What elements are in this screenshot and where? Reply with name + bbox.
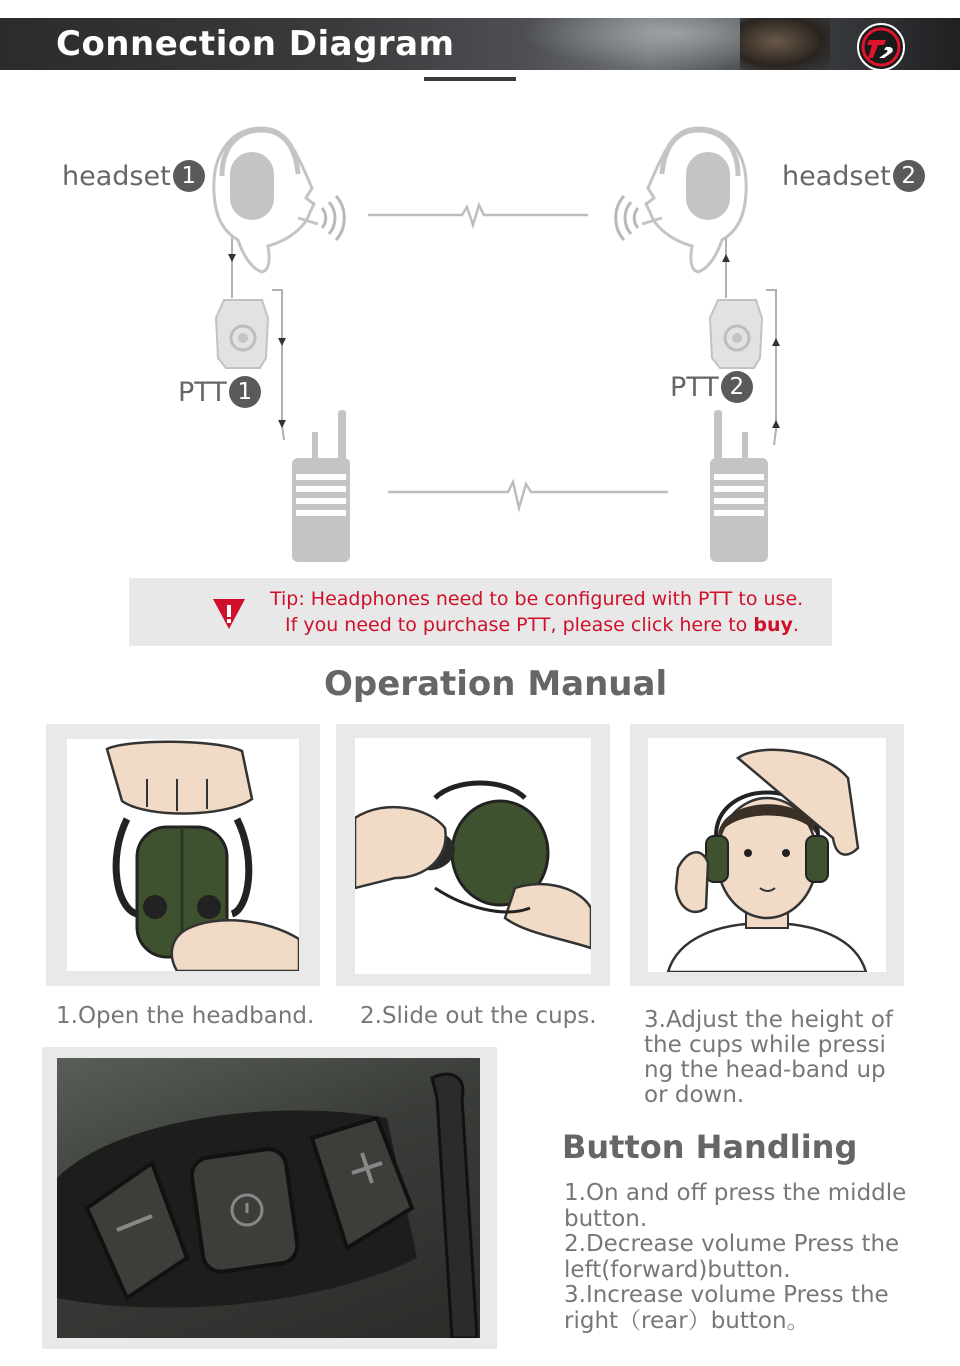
button-closeup-photo xyxy=(42,1047,497,1349)
tip-text-line1: Tip: Headphones need to be configured with PTT to use. xyxy=(270,588,804,610)
tip-text-line2: If you need to purchase PTT, please click here to buy. xyxy=(285,614,799,636)
button-handling-title: Button Handling xyxy=(562,1128,858,1166)
step1-caption: 1.Open the headband. xyxy=(56,1003,315,1029)
step2-illustration xyxy=(355,738,591,974)
earmuff-buttons-illustration xyxy=(57,1058,480,1338)
buy-link[interactable]: buy xyxy=(753,614,793,636)
headset2-label: headset 2 xyxy=(782,160,925,192)
connection-diagram xyxy=(0,100,960,570)
ptt2-label: PTT 2 xyxy=(670,371,753,403)
operation-manual-title: Operation Manual xyxy=(324,664,668,704)
step2-card xyxy=(336,724,610,986)
page-title: Connection Diagram xyxy=(56,24,455,64)
open-headband-illustration xyxy=(67,739,299,971)
header-banner xyxy=(0,18,960,70)
radio2-icon xyxy=(710,410,768,562)
step3-illustration xyxy=(648,738,886,972)
button-handling-line2: 2.Decrease volume Press the left(forward)button. xyxy=(564,1231,900,1283)
button-handling-line3: 3.Increase volume Press the right（rear）button。 xyxy=(564,1282,889,1334)
button-handling-list xyxy=(564,1181,924,1334)
brand-logo-icon xyxy=(856,22,906,72)
ptt1-label: PTT 1 xyxy=(178,376,261,408)
warning-icon xyxy=(211,596,247,632)
step2-caption: 2.Slide out the cups. xyxy=(360,1003,597,1029)
headset1-ear-cup xyxy=(230,152,274,220)
headset2-ear-cup xyxy=(686,152,730,220)
step1-illustration xyxy=(67,739,299,971)
slide-out-cups-illustration xyxy=(355,738,591,974)
headset2-number-badge: 2 xyxy=(893,160,925,192)
title-underline xyxy=(424,77,516,81)
tip-box xyxy=(129,578,832,646)
headset1-number-badge: 1 xyxy=(173,160,205,192)
step3-caption: 3.Adjust the height of the cups while pressi ng the head-band up or down. xyxy=(644,1007,894,1108)
ptt1-number-badge: 1 xyxy=(229,376,261,408)
headset2-sound-waves-icon xyxy=(616,196,638,240)
radio-signal-line xyxy=(388,482,668,508)
ptt2-number-badge: 2 xyxy=(721,371,753,403)
step1-card xyxy=(46,724,320,986)
ptt2-device-icon xyxy=(710,300,762,368)
banner-soldier-image xyxy=(740,18,830,70)
headset1-sound-waves-icon xyxy=(322,196,344,240)
ptt1-device-icon xyxy=(216,300,268,368)
adjust-height-illustration xyxy=(648,738,886,972)
radio1-icon xyxy=(292,410,350,562)
headset1-label: headset 1 xyxy=(62,160,205,192)
headset-signal-line xyxy=(368,205,588,225)
button-closeup-image xyxy=(57,1058,480,1338)
step3-card xyxy=(630,724,904,986)
button-handling-line1: 1.On and off press the middle button. xyxy=(564,1180,907,1232)
